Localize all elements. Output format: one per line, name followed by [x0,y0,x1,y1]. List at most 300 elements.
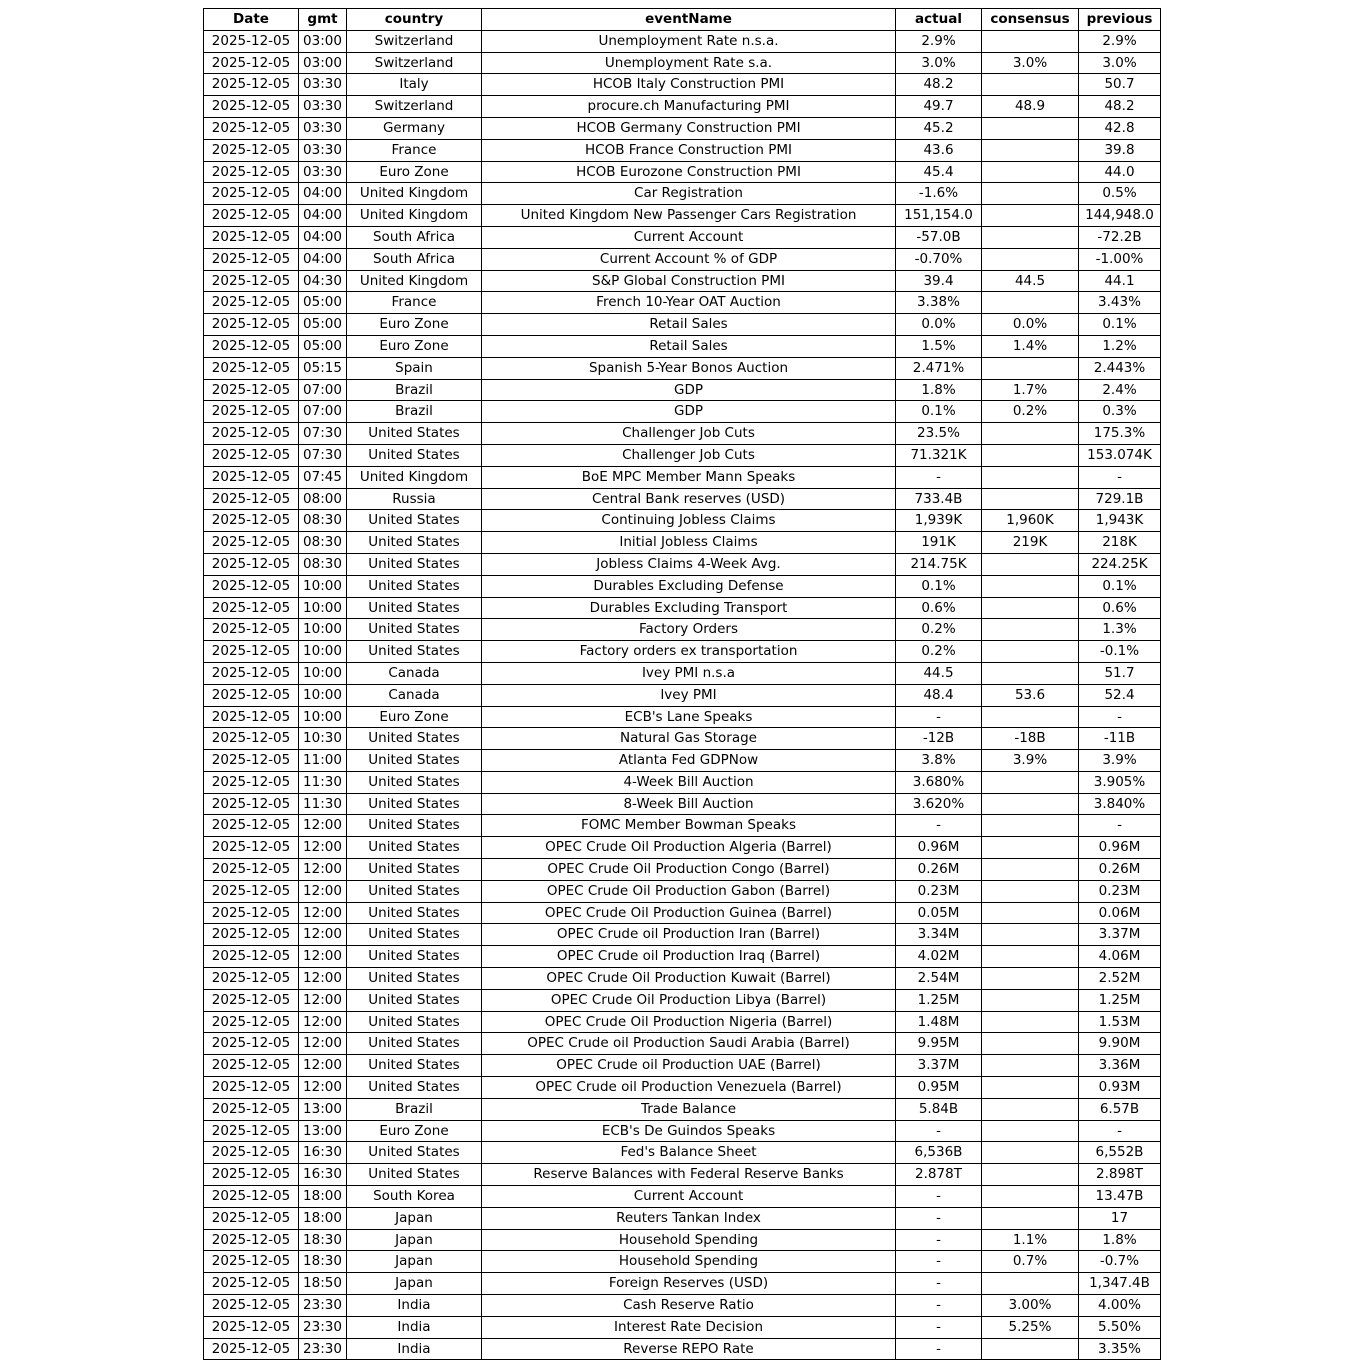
table-cell [982,553,1079,575]
page [0,8,1364,1357]
table-cell: 07:45 [299,466,347,488]
table-cell [982,619,1079,641]
table-cell: 05:00 [299,314,347,336]
table-cell: 1.25M [896,989,982,1011]
table-cell: 48.2 [1079,96,1161,118]
table-cell: 12:00 [299,924,347,946]
table-cell: 1,939K [896,510,982,532]
table-cell: 2025-12-05 [204,357,299,379]
table-cell: 23.5% [896,423,982,445]
table-cell: Trade Balance [482,1098,896,1120]
table-cell: 0.0% [982,314,1079,336]
table-row [204,902,1161,924]
table-cell: 3.905% [1079,771,1161,793]
table-cell: - [1079,815,1161,837]
table-cell: United States [347,837,482,859]
table-cell: 49.7 [896,96,982,118]
table-cell: 1,960K [982,510,1079,532]
table-cell: Canada [347,684,482,706]
table-cell: 42.8 [1079,117,1161,139]
table-cell: 4-Week Bill Auction [482,771,896,793]
table-cell: Factory Orders [482,619,896,641]
table-cell [982,771,1079,793]
table-cell: 2025-12-05 [204,1186,299,1208]
table-cell [982,183,1079,205]
table-cell: Brazil [347,401,482,423]
table-cell: Reserve Balances with Federal Reserve Banks [482,1164,896,1186]
table-cell: 2025-12-05 [204,750,299,772]
table-cell: OPEC Crude Oil Production Kuwait (Barrel) [482,968,896,990]
table-cell: Euro Zone [347,314,482,336]
table-cell [982,1011,1079,1033]
table-cell: Switzerland [347,96,482,118]
table-cell: United States [347,859,482,881]
table-cell [982,1186,1079,1208]
table-cell: United States [347,423,482,445]
table-cell: OPEC Crude oil Production Venezuela (Barrel) [482,1077,896,1099]
table-cell: Household Spending [482,1229,896,1251]
table-cell: procure.ch Manufacturing PMI [482,96,896,118]
table-cell: Interest Rate Decision [482,1316,896,1338]
table-cell: 3.00% [982,1295,1079,1317]
table-cell: United States [347,510,482,532]
table-cell: 2025-12-05 [204,248,299,270]
table-cell: 0.1% [896,575,982,597]
table-cell: 2025-12-05 [204,771,299,793]
table-body [204,30,1161,1360]
table-cell: 2025-12-05 [204,815,299,837]
table-cell: 1.2% [1079,335,1161,357]
table-cell: 12:00 [299,1055,347,1077]
table-row [204,74,1161,96]
table-cell: OPEC Crude oil Production UAE (Barrel) [482,1055,896,1077]
table-cell: 0.23M [896,880,982,902]
table-cell: 2025-12-05 [204,117,299,139]
table-cell: 13:00 [299,1098,347,1120]
column-header-consensus: consensus [982,9,1079,31]
table-row [204,946,1161,968]
table-cell: United States [347,1033,482,1055]
table-row [204,880,1161,902]
table-cell: Japan [347,1207,482,1229]
table-cell: 39.4 [896,270,982,292]
table-cell: 08:30 [299,510,347,532]
table-cell: 2025-12-05 [204,401,299,423]
table-cell: 1.3% [1079,619,1161,641]
table-cell: United States [347,728,482,750]
table-cell: 0.7% [982,1251,1079,1273]
table-cell: 1.53M [1079,1011,1161,1033]
table-cell: 0.3% [1079,401,1161,423]
table-cell: 151,154.0 [896,205,982,227]
table-cell: OPEC Crude Oil Production Gabon (Barrel) [482,880,896,902]
table-row [204,1229,1161,1251]
table-cell: 3.680% [896,771,982,793]
table-cell: Natural Gas Storage [482,728,896,750]
table-cell: -0.70% [896,248,982,270]
table-cell: 03:30 [299,74,347,96]
table-cell [982,139,1079,161]
table-cell: OPEC Crude oil Production Iran (Barrel) [482,924,896,946]
table-cell: 0.0% [896,314,982,336]
table-cell: Euro Zone [347,1120,482,1142]
table-row [204,1142,1161,1164]
table-cell: 10:00 [299,641,347,663]
table-cell [982,859,1079,881]
table-cell: -1.00% [1079,248,1161,270]
table-cell: 2025-12-05 [204,532,299,554]
table-row [204,684,1161,706]
table-cell: -1.6% [896,183,982,205]
table-cell: 04:00 [299,248,347,270]
table-cell: 0.26M [1079,859,1161,881]
table-cell [982,1142,1079,1164]
table-cell: 2025-12-05 [204,902,299,924]
table-row [204,575,1161,597]
table-cell: OPEC Crude Oil Production Algeria (Barrel) [482,837,896,859]
table-cell: United States [347,575,482,597]
table-row [204,1033,1161,1055]
table-cell: 0.2% [896,619,982,641]
table-cell: Atlanta Fed GDPNow [482,750,896,772]
table-row [204,248,1161,270]
table-cell: Retail Sales [482,314,896,336]
table-cell: 0.6% [896,597,982,619]
table-cell: 16:30 [299,1142,347,1164]
table-row [204,597,1161,619]
table-cell: Challenger Job Cuts [482,423,896,445]
table-cell: - [896,1338,982,1360]
table-cell: 733.4B [896,488,982,510]
header-row [204,9,1161,31]
table-cell: Car Registration [482,183,896,205]
table-cell: HCOB Eurozone Construction PMI [482,161,896,183]
table-cell: 2025-12-05 [204,1164,299,1186]
table-cell [982,662,1079,684]
table-cell: United States [347,1142,482,1164]
table-cell: - [896,706,982,728]
table-cell [982,1055,1079,1077]
table-cell: OPEC Crude oil Production Iraq (Barrel) [482,946,896,968]
table-cell: 12:00 [299,968,347,990]
table-cell: 18:00 [299,1186,347,1208]
table-row [204,205,1161,227]
table-cell: 2025-12-05 [204,52,299,74]
table-row [204,1120,1161,1142]
table-cell: 2.878T [896,1164,982,1186]
table-cell: 2025-12-05 [204,641,299,663]
table-cell: Spain [347,357,482,379]
table-cell: 10:00 [299,575,347,597]
table-cell: HCOB France Construction PMI [482,139,896,161]
table-cell: - [1079,706,1161,728]
table-row [204,641,1161,663]
table-row [204,968,1161,990]
table-row [204,314,1161,336]
table-cell: United Kingdom [347,205,482,227]
table-row [204,379,1161,401]
table-cell: Central Bank reserves (USD) [482,488,896,510]
table-cell: 0.93M [1079,1077,1161,1099]
table-cell: 3.38% [896,292,982,314]
table-cell: 2025-12-05 [204,859,299,881]
table-cell: South Africa [347,226,482,248]
table-cell: 07:00 [299,401,347,423]
table-cell: 0.6% [1079,597,1161,619]
table-cell: 3.34M [896,924,982,946]
table-cell: - [1079,466,1161,488]
table-cell: OPEC Crude Oil Production Nigeria (Barrel) [482,1011,896,1033]
table-cell: Unemployment Rate n.s.a. [482,30,896,52]
table-row [204,706,1161,728]
table-cell: Fed's Balance Sheet [482,1142,896,1164]
table-cell: 2025-12-05 [204,139,299,161]
table-cell: France [347,139,482,161]
table-cell [982,1164,1079,1186]
table-cell: 12:00 [299,815,347,837]
table-cell: 2025-12-05 [204,575,299,597]
table-cell: 45.2 [896,117,982,139]
table-cell: United States [347,968,482,990]
table-cell: BoE MPC Member Mann Speaks [482,466,896,488]
table-cell: -0.1% [1079,641,1161,663]
table-cell: Japan [347,1251,482,1273]
table-cell: 2025-12-05 [204,946,299,968]
table-cell: 44.0 [1079,161,1161,183]
table-cell: 05:00 [299,335,347,357]
table-cell: 12:00 [299,1077,347,1099]
table-cell: 4.02M [896,946,982,968]
table-cell: 3.0% [1079,52,1161,74]
table-cell: 48.9 [982,96,1079,118]
table-cell: United States [347,553,482,575]
table-row [204,401,1161,423]
table-cell: 191K [896,532,982,554]
table-cell: 2025-12-05 [204,1273,299,1295]
table-cell [982,946,1079,968]
table-cell: 2025-12-05 [204,1295,299,1317]
table-cell [982,226,1079,248]
table-cell: 2025-12-05 [204,226,299,248]
table-cell: Euro Zone [347,161,482,183]
table-cell: 2025-12-05 [204,793,299,815]
table-cell: French 10-Year OAT Auction [482,292,896,314]
table-cell: Euro Zone [347,706,482,728]
table-cell: 2025-12-05 [204,30,299,52]
table-cell: 04:30 [299,270,347,292]
table-cell: 2.471% [896,357,982,379]
table-row [204,793,1161,815]
table-cell: Italy [347,74,482,96]
table-cell: Durables Excluding Defense [482,575,896,597]
table-cell: 2025-12-05 [204,444,299,466]
table-cell: 3.9% [982,750,1079,772]
table-cell: Initial Jobless Claims [482,532,896,554]
table-cell: 13:00 [299,1120,347,1142]
table-cell: 11:30 [299,793,347,815]
table-cell: -0.7% [1079,1251,1161,1273]
table-cell: 18:00 [299,1207,347,1229]
table-cell [982,902,1079,924]
table-cell: 3.9% [1079,750,1161,772]
table-cell: Canada [347,662,482,684]
table-cell: 175.3% [1079,423,1161,445]
table-cell: United States [347,1077,482,1099]
table-cell: - [896,1207,982,1229]
table-cell: 2025-12-05 [204,314,299,336]
table-cell: 1.4% [982,335,1079,357]
table-cell: 10:00 [299,662,347,684]
table-cell: United States [347,641,482,663]
table-cell: Japan [347,1273,482,1295]
table-cell: 0.26M [896,859,982,881]
table-cell: 214.75K [896,553,982,575]
table-row [204,1316,1161,1338]
table-cell: 2025-12-05 [204,1229,299,1251]
table-row [204,1077,1161,1099]
table-cell: 08:00 [299,488,347,510]
table-cell: 03:30 [299,96,347,118]
table-cell: 3.36M [1079,1055,1161,1077]
table-cell: Unemployment Rate s.a. [482,52,896,74]
table-cell [982,1098,1079,1120]
table-cell: 2025-12-05 [204,488,299,510]
table-cell: 52.4 [1079,684,1161,706]
table-cell: 10:00 [299,706,347,728]
table-cell: Reverse REPO Rate [482,1338,896,1360]
table-cell: United States [347,750,482,772]
table-cell: 2025-12-05 [204,335,299,357]
table-cell: United Kingdom [347,270,482,292]
table-cell: 08:30 [299,553,347,575]
table-cell: 0.1% [1079,575,1161,597]
table-cell: 2025-12-05 [204,924,299,946]
table-cell: 8-Week Bill Auction [482,793,896,815]
table-cell: United States [347,597,482,619]
table-row [204,662,1161,684]
table-cell: Ivey PMI [482,684,896,706]
table-cell: Current Account [482,226,896,248]
table-cell [982,641,1079,663]
table-cell: United States [347,815,482,837]
table-cell: United States [347,989,482,1011]
table-cell: -11B [1079,728,1161,750]
table-cell: 12:00 [299,989,347,1011]
table-cell: 12:00 [299,859,347,881]
table-cell: 2025-12-05 [204,423,299,445]
table-cell: South Africa [347,248,482,270]
column-header-date: Date [204,9,299,31]
table-cell: 16:30 [299,1164,347,1186]
table-cell: France [347,292,482,314]
table-cell [982,488,1079,510]
table-cell [982,597,1079,619]
table-cell: 9.95M [896,1033,982,1055]
table-cell: Factory orders ex transportation [482,641,896,663]
table-cell: 2025-12-05 [204,1011,299,1033]
table-cell: 144,948.0 [1079,205,1161,227]
table-row [204,226,1161,248]
table-cell [982,924,1079,946]
table-header [204,9,1161,31]
table-cell: 6,536B [896,1142,982,1164]
table-cell: Germany [347,117,482,139]
table-cell: -57.0B [896,226,982,248]
table-cell: 2025-12-05 [204,183,299,205]
table-cell: 2025-12-05 [204,684,299,706]
table-row [204,270,1161,292]
table-cell: 5.84B [896,1098,982,1120]
table-cell: 11:30 [299,771,347,793]
table-cell: 2025-12-05 [204,1055,299,1077]
table-cell: 3.43% [1079,292,1161,314]
table-cell: - [896,1251,982,1273]
table-cell: 10:00 [299,684,347,706]
table-cell: United States [347,771,482,793]
table-cell: 153.074K [1079,444,1161,466]
table-cell: Cash Reserve Ratio [482,1295,896,1317]
table-cell [982,444,1079,466]
table-row [204,510,1161,532]
table-row [204,1295,1161,1317]
table-cell: 39.8 [1079,139,1161,161]
table-cell: 2025-12-05 [204,466,299,488]
table-cell: 3.840% [1079,793,1161,815]
table-cell: United States [347,1164,482,1186]
table-cell: 51.7 [1079,662,1161,684]
table-cell: Brazil [347,379,482,401]
table-cell: 219K [982,532,1079,554]
table-row [204,989,1161,1011]
table-cell: Switzerland [347,52,482,74]
table-cell: 6.57B [1079,1098,1161,1120]
table-cell [982,880,1079,902]
table-cell: 43.6 [896,139,982,161]
table-cell: 07:30 [299,423,347,445]
table-cell: 03:00 [299,30,347,52]
table-row [204,466,1161,488]
table-cell: Continuing Jobless Claims [482,510,896,532]
table-cell: 2025-12-05 [204,1338,299,1360]
table-cell: 04:00 [299,205,347,227]
table-cell: 10:30 [299,728,347,750]
table-cell: 0.96M [896,837,982,859]
table-cell: 44.5 [982,270,1079,292]
table-cell: 5.25% [982,1316,1079,1338]
table-cell: 224.25K [1079,553,1161,575]
table-cell: GDP [482,379,896,401]
table-cell [982,30,1079,52]
table-cell: 0.1% [896,401,982,423]
table-row [204,183,1161,205]
table-row [204,815,1161,837]
table-row [204,553,1161,575]
table-cell: - [896,1295,982,1317]
table-cell: Euro Zone [347,335,482,357]
table-cell: 2025-12-05 [204,1142,299,1164]
table-cell: 2025-12-05 [204,1251,299,1273]
table-row [204,532,1161,554]
table-cell: 1.8% [896,379,982,401]
column-header-eventname: eventName [482,9,896,31]
table-cell: 2025-12-05 [204,205,299,227]
table-cell: - [896,815,982,837]
table-cell: United Kingdom [347,466,482,488]
table-cell: 2025-12-05 [204,1077,299,1099]
table-cell: 2025-12-05 [204,880,299,902]
table-row [204,1186,1161,1208]
table-cell: 3.37M [1079,924,1161,946]
